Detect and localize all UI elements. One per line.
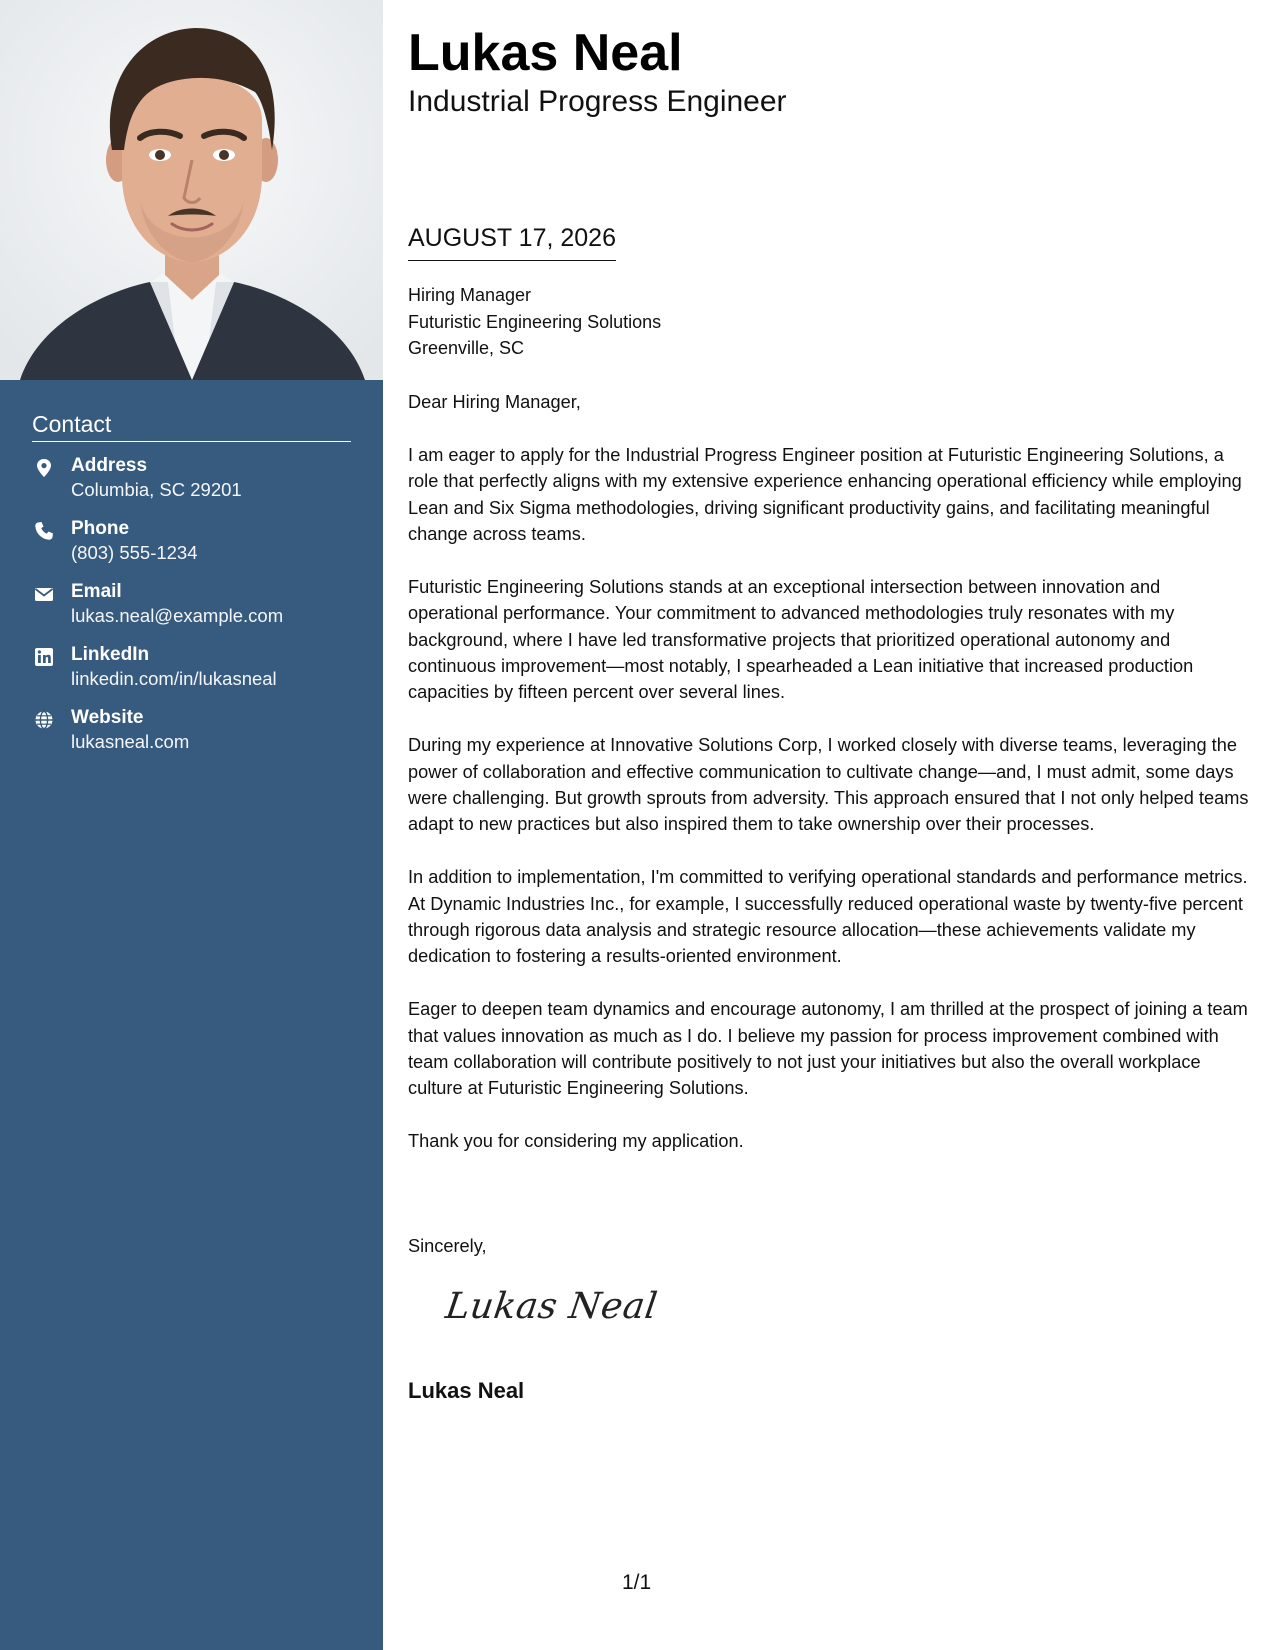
contact-phone bbox=[32, 517, 351, 580]
letter-paragraph: Eager to deepen team dynamics and encourage autonomy, I am thrilled at the prospect of joining a team that values innovation as much as I do. I believe my passion for process improvement combined with team collaboration will contribute positively to not just your initiatives but also the overall workplace culture at Futuristic Engineering Solutions. bbox=[408, 999, 1248, 1099]
contact-section bbox=[32, 412, 351, 769]
contact-website bbox=[32, 706, 351, 769]
recipient-line: Hiring Manager bbox=[408, 285, 532, 305]
letter-paragraph: During my experience at Innovative Solutions Corp, I worked closely with diverse teams, leveraging the power of collaboration and effective communication to cultivate change—and, I must admit, some days were challenging. But growth sprouts from adversity. This approach ensured that I not only helped teams adapt to new practices but also inspired them to take ownership over their processes. bbox=[408, 735, 1249, 835]
contact-address-value: Columbia, SC 29201 bbox=[71, 479, 242, 501]
letter-paragraph: I am eager to apply for the Industrial Progress Engineer position at Futuristic Engineering Solutions, a role that perfectly aligns with my extensive experience enhancing operational efficiency while employing Lean and Six Sigma methodologies, driving significant productivity gains, and facilitating meaningful change across teams. bbox=[408, 444, 1242, 545]
applicant-title: Industrial Progress Engineer bbox=[408, 85, 787, 118]
profile-photo bbox=[0, 0, 383, 380]
letter-paragraph: Thank you for considering my application. bbox=[408, 1131, 744, 1152]
signed-name: Lukas Neal bbox=[408, 1378, 525, 1403]
recipient-line: Greenville, SC bbox=[408, 338, 525, 358]
applicant-name: Lukas Neal bbox=[408, 24, 683, 82]
contact-phone-label: Phone bbox=[71, 518, 130, 540]
contact-phone-value: (803) 555-1234 bbox=[71, 542, 198, 564]
envelope-icon bbox=[34, 584, 54, 604]
globe-icon bbox=[34, 710, 54, 730]
contact-email-label: Email bbox=[71, 581, 122, 603]
phone-icon bbox=[34, 521, 54, 541]
recipient-block bbox=[408, 282, 661, 362]
contact-linkedin-value[interactable]: linkedin.com/in/lukasneal bbox=[71, 668, 277, 690]
contact-email bbox=[32, 580, 351, 643]
salutation: Dear Hiring Manager, bbox=[408, 392, 581, 412]
contact-address bbox=[32, 454, 351, 517]
contact-website-value[interactable]: lukasneal.com bbox=[71, 731, 190, 753]
contact-email-value[interactable]: lukas.neal@example.com bbox=[71, 605, 284, 627]
contact-linkedin bbox=[32, 643, 351, 706]
contact-website-label: Website bbox=[71, 707, 144, 729]
page-number: 1/1 bbox=[622, 1571, 652, 1594]
contact-address-label: Address bbox=[71, 455, 148, 477]
recipient-line: Futuristic Engineering Solutions bbox=[408, 311, 662, 332]
contact-heading: Contact bbox=[32, 412, 351, 442]
linkedin-icon bbox=[34, 647, 54, 667]
letter-date: AUGUST 17, 2026 bbox=[408, 222, 616, 261]
sidebar bbox=[0, 0, 383, 1650]
letter-paragraph: Futuristic Engineering Solutions stands at an exceptional intersection between innovation and operational performance. Your commitment to advanced methodologies truly resonates with my background, where I have led transformative projects that prioritized operational autonomy and continuous improvement—most notably, I spearheaded a Lean initiative that increased production capacities by fifteen percent over several lines. bbox=[408, 576, 1194, 703]
map-pin-icon bbox=[34, 458, 54, 478]
handwritten-signature: Lukas Neal bbox=[443, 1286, 660, 1327]
closing: Sincerely, bbox=[408, 1236, 487, 1256]
letter-body bbox=[408, 389, 1253, 1181]
letter-paragraph: In addition to implementation, I'm committed to verifying operational standards and performance metrics. At Dynamic Industries Inc., for example, I successfully reduced operational waste by twenty-five percent through rigorous data analysis and strategic resource allocation—these achievements validate my dedication to fostering a results-oriented environment. bbox=[408, 867, 1248, 967]
contact-linkedin-label: LinkedIn bbox=[71, 644, 150, 666]
